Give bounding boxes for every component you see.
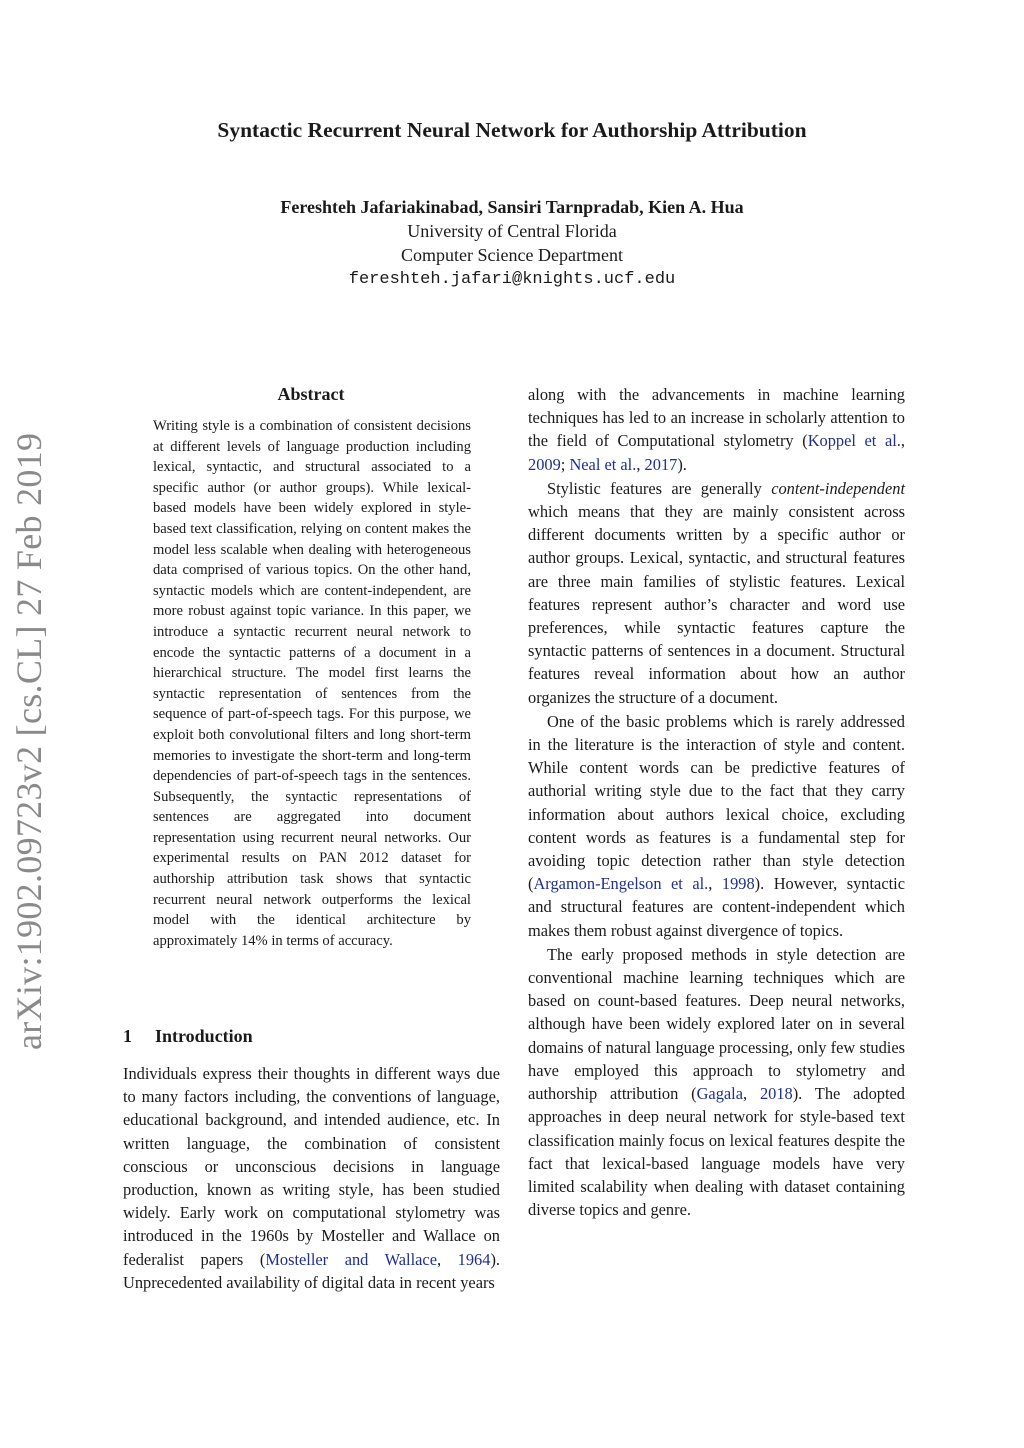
paragraph: One of the basic problems which is rarely addressed in the literature is the interaction of style and content. While content words can be predictive features of authorial writing style due to the fact that they carry information about authors lexical choice, excluding content words as features is a fundamental step for avoiding topic detection rather than style detection (Argamon-Engelson et al., 1998). However, syntactic and structural features are content-independent which makes them robust against divergence of topics.: [528, 711, 905, 940]
citation-link[interactable]: Neal et al.: [569, 454, 637, 474]
department: Computer Science Department: [401, 245, 623, 265]
citation-year-link[interactable]: 1998: [721, 874, 755, 894]
paragraph: Stylistic features are generally content-independent which means that they are mainly consistent across different documents written by a specific author or author groups. Lexical, syntactic, and structural features are three main families of stylistic features. Lexical features represent author’s character and word use preferences, while syntactic features capture the syntactic patterns of sentences in a document. Structural features reveal information about how an author organizes the structure of a document.: [528, 478, 905, 707]
abstract-heading: Abstract: [277, 384, 345, 404]
affiliation: University of Central Florida: [407, 221, 617, 241]
citation-year-link[interactable]: 1964: [457, 1249, 491, 1269]
citation-year-link[interactable]: 2018: [759, 1084, 793, 1104]
citation-link[interactable]: Koppel et al.: [807, 431, 901, 451]
citation-link[interactable]: Gagala: [696, 1084, 744, 1104]
arxiv-identifier: arXiv:1902.09723v2 [cs.CL] 27 Feb 2019: [9, 432, 49, 1050]
paragraph: Individuals express their thoughts in different ways due to many factors including, the conventions of language, educational background, and intended audience, etc. In written language, the combination of consistent conscious or unconscious decisions in language production, known as writing style, has been studied widely. Early work on computational stylometry was introduced in the 1960s by Mosteller and Wallace on federalist papers (Mosteller and Wallace, 1964). Unprecedented availability of digital data in recent years: [123, 1064, 500, 1292]
paper-title: Syntactic Recurrent Neural Network for Authorship Attribution: [217, 118, 807, 142]
right-column-body: [528, 383, 905, 1221]
section-title: Introduction: [155, 1026, 253, 1046]
left-column-body: [123, 1062, 500, 1294]
abstract-text: Writing style is a combination of consistent decisions at different levels of language production including lexical, syntactic, and structural associated to a specific author (or author groups). While lexical-based models have been widely explored in style-based text classification, relying on content makes the model less scalable when dealing with heterogeneous data comprised of various topics. On the other hand, syntactic models which are content-independent, are more robust against topic variance. In this paper, we introduce a syntactic recurrent neural network to encode the syntactic patterns of a document in a hierarchical structure. The model first learns the syntactic representation of sentences from the sequence of part-of-speech tags. For this purpose, we exploit both convolutional filters and long short-term memories to investigate the short-term and long-term dependencies of part-of-speech tags in the sentences. Subsequently, the syntactic representations of sentences are aggregated into document representation using recurrent neural networks. Our experimental results on PAN 2012 dataset for authorship attribution task shows that syntactic recurrent neural network outperforms the lexical model with the identical architecture by approximately 14% in terms of accuracy.: [153, 418, 471, 949]
section-number: 1: [123, 1026, 132, 1046]
citation-year-link[interactable]: 2009: [528, 454, 561, 474]
author-list: Fereshteh Jafariakinabad, Sansiri Tarnpradab, Kien A. Hua: [280, 197, 744, 217]
citation-year-link[interactable]: 2017: [644, 454, 678, 474]
author-email[interactable]: fereshteh.jafari@knights.ucf.edu: [348, 270, 676, 289]
section-heading: [123, 1026, 253, 1047]
paragraph: along with the advancements in machine learning techniques has led to an increase in scholarly attention to the field of Computational stylometry (Koppel et al., 2009; Neal et al., 2017).: [528, 385, 905, 474]
citation-link[interactable]: Argamon-Engelson et al.: [533, 874, 709, 894]
paragraph: The early proposed methods in style detection are conventional machine learning techniques which are based on count-based features. Deep neural networks, although have been widely explored later on in several domains of natural language processing, only few studies have employed this approach to stylometry and authorship attribution (Gagala, 2018). The adopted approaches in deep neural network for style-based text classification mainly focus on lexical features despite the fact that lexical-based language models have very limited scalability when dealing with dataset containing diverse topics and genre.: [528, 944, 905, 1220]
citation-link[interactable]: Mosteller and Wallace: [265, 1249, 437, 1269]
